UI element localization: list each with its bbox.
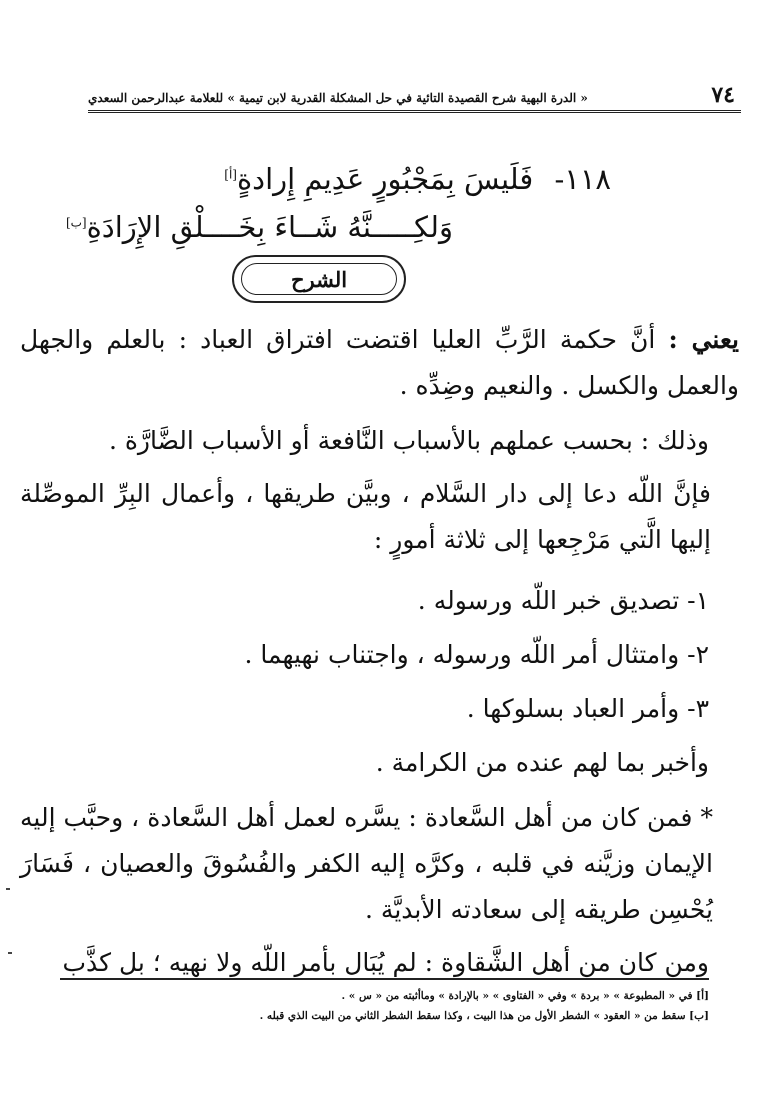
verse-line-2-text: وَلكِـــــنَّهُ شَــاءَ بِخَــــلْقِ الإِرَادَةِ bbox=[86, 210, 453, 244]
verse-number: ١١٨- bbox=[554, 162, 611, 196]
footnote-ref-b[interactable]: [ب] bbox=[65, 215, 87, 230]
verse-line-1-text: فَلَيسَ بِمَجْبُورٍ عَدِيمِ إِرادةٍ bbox=[236, 162, 534, 196]
paragraph-lead: يعني : bbox=[668, 325, 739, 354]
footnote-ref-a[interactable]: [أ] bbox=[224, 167, 237, 182]
paragraph-means: وذلك : بحسب عملهم بالأسباب النَّافعة أو الأسباب الضَّارَّة . bbox=[108, 426, 709, 455]
section-heading-frame bbox=[232, 255, 406, 303]
paragraph-intro bbox=[20, 317, 739, 409]
running-title: « الدرة البهية شرح القصيدة التائية في حل المشكلة القدرية لابن تيمية » للعلامة عبدالرحمن السعدي bbox=[88, 91, 588, 105]
footnote-b: [ب] سقط من « العقود » الشطر الأول من هذا البيت ، وكذا سقط الشطر الثاني من البيت الذي قبله . bbox=[259, 1010, 709, 1022]
paragraph-call: فإنَّ اللّه دعا إلى دار السَّلام ، وبيَّن طريقها ، وأعمال البِرِّ الموصِّلة إليها الَّتي مَرْجِعها إلى ثلاثة أمورٍ : bbox=[20, 479, 711, 554]
page-header bbox=[88, 82, 741, 113]
paragraph-promise: وأخبر بما لهم عنده من الكرامة . bbox=[375, 748, 709, 777]
list-item-2: ٢- وامتثال أمر اللّه ورسوله ، واجتناب نهيهما . bbox=[244, 640, 709, 669]
list-item-1: ١- تصديق خبر اللّه ورسوله . bbox=[417, 586, 709, 615]
verse-line-2 bbox=[66, 210, 453, 244]
paragraph-happy: * فمن كان من أهل السَّعادة : يسَّره لعمل أهل السَّعادة ، وحبَّب إليه الإيمان وزيَّنه في قلبه ، وكرَّه إليه الكفر والفُسُوقَ والعصيان ، فَسَارَ يُحْسِن طريقه إلى سعادته الأبديَّة . bbox=[20, 803, 713, 924]
footnotes bbox=[60, 978, 709, 1026]
scan-speck bbox=[8, 952, 12, 954]
paragraph-intro-text: أنَّ حكمة الرَّبِّ العليا اقتضت افتراق العباد : بالعلم والجهل والعمل والكسل . والنعيم وضِدِّه . bbox=[20, 325, 739, 400]
paragraph-wretched: ومن كان من أهل الشَّقاوة : لم يُبَال بأمر اللّه ولا نهيه ؛ بل كذَّب bbox=[62, 948, 709, 977]
footnote-a: [أ] في « المطبوعة » « بردة » وفي « الفتاوى » « بالإرادة » وماأثبته من « س » . bbox=[341, 990, 709, 1002]
verse-line-1 bbox=[224, 162, 611, 196]
section-heading: الشرح bbox=[241, 263, 397, 295]
list-item-3: ٣- وأمر العباد بسلوكها . bbox=[466, 694, 709, 723]
scan-speck bbox=[6, 888, 10, 890]
page-number: ٧٤ bbox=[711, 82, 735, 108]
